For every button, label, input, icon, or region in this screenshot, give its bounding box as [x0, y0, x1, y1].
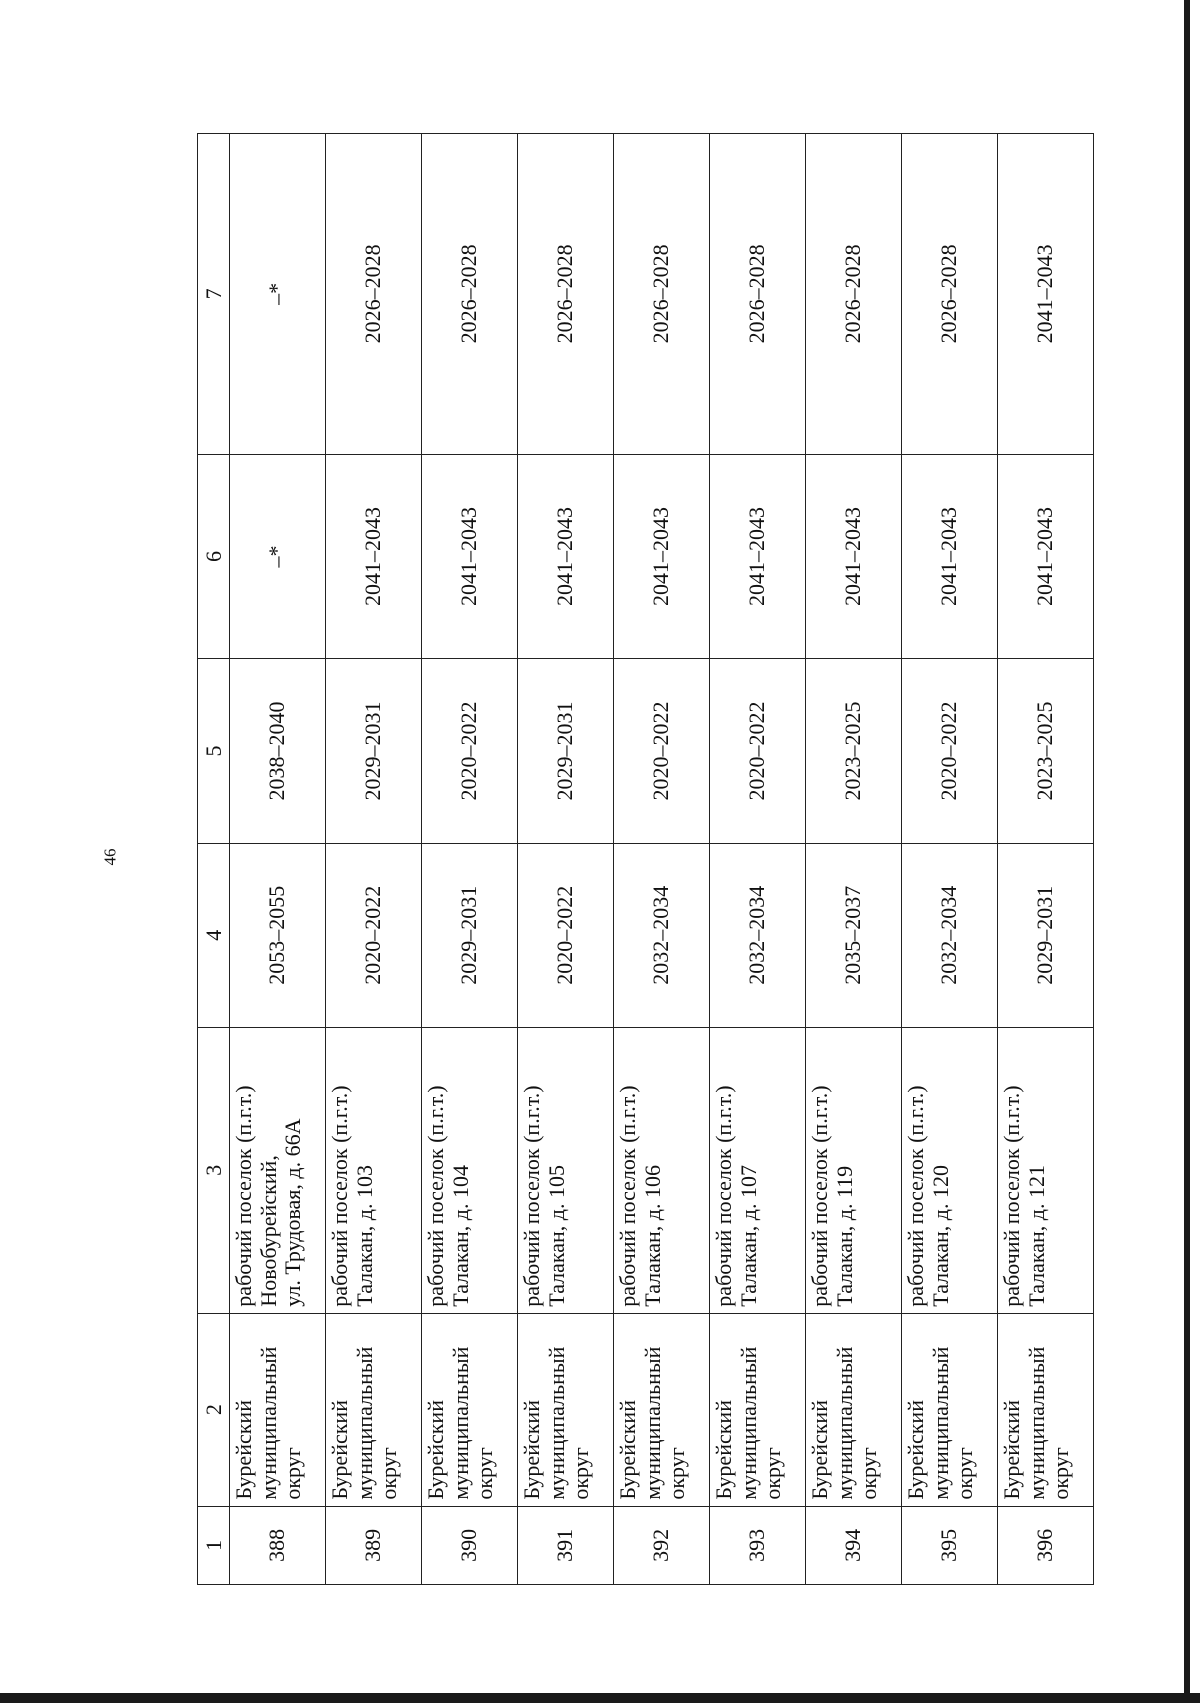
address-line: рабочий поселок (п.г.т.) [231, 1085, 256, 1307]
col-5-cell: 2029–2031 [326, 659, 422, 843]
row-number: 394 [806, 1506, 902, 1584]
table-row [326, 134, 422, 1585]
col-6-cell: 2041–2043 [326, 454, 422, 659]
district-line: Бурейский [999, 1400, 1024, 1500]
header-col-3: 3 [198, 1027, 230, 1313]
header-row [198, 134, 230, 1585]
row-number: 389 [326, 1506, 422, 1584]
address-cell [902, 1027, 998, 1313]
col-7-cell: 2026–2028 [518, 134, 614, 455]
address-line: Талакан, д. 105 [543, 1165, 569, 1307]
address-cell [614, 1027, 710, 1313]
header-col-4: 4 [198, 843, 230, 1027]
address-line: рабочий поселок (п.г.т.) [423, 1085, 448, 1307]
district-line: муниципальный [639, 1346, 665, 1500]
district-line: муниципальный [255, 1346, 281, 1500]
address-line: Талакан, д. 106 [639, 1165, 665, 1307]
col-7-cell: 2026–2028 [806, 134, 902, 455]
col-4-cell: 2035–2037 [806, 843, 902, 1027]
col-5-cell: 2023–2025 [806, 659, 902, 843]
col-6-cell: 2041–2043 [614, 454, 710, 659]
district-line: округ [568, 1447, 594, 1500]
header-col-1: 1 [198, 1506, 230, 1584]
col-6-cell: 2041–2043 [422, 454, 518, 659]
table-row [422, 134, 518, 1585]
address-line: Талакан, д. 104 [447, 1165, 473, 1307]
row-number: 396 [998, 1506, 1094, 1584]
col-4-cell: 2020–2022 [326, 843, 422, 1027]
schedule-table [197, 133, 1094, 1585]
col-5-cell: 2020–2022 [614, 659, 710, 843]
district-line: муниципальный [351, 1346, 377, 1500]
row-number: 392 [614, 1506, 710, 1584]
col-6-cell: 2041–2043 [998, 454, 1094, 659]
district-cell [614, 1313, 710, 1506]
district-line: Бурейский [231, 1400, 256, 1500]
district-line: Бурейский [423, 1400, 448, 1500]
district-line: Бурейский [327, 1400, 352, 1500]
district-cell [422, 1313, 518, 1506]
address-line: Талакан, д. 107 [735, 1165, 761, 1307]
district-line: округ [472, 1447, 498, 1500]
col-4-cell: 2032–2034 [902, 843, 998, 1027]
col-4-cell: 2029–2031 [422, 843, 518, 1027]
row-number: 388 [230, 1506, 326, 1584]
col-7-cell: 2026–2028 [326, 134, 422, 455]
col-4-cell: 2029–2031 [998, 843, 1094, 1027]
district-line: округ [376, 1447, 402, 1500]
page-number: 46 [100, 848, 120, 866]
district-line: округ [760, 1447, 786, 1500]
col-5-cell: 2020–2022 [422, 659, 518, 843]
address-cell [998, 1027, 1094, 1313]
district-line: округ [664, 1447, 690, 1500]
col-6-cell: –* [230, 454, 326, 659]
district-line: Бурейский [615, 1400, 640, 1500]
district-line: Бурейский [807, 1400, 832, 1500]
district-line: Бурейский [519, 1400, 544, 1500]
district-cell [998, 1313, 1094, 1506]
col-7-cell: 2026–2028 [710, 134, 806, 455]
district-cell [326, 1313, 422, 1506]
address-line: Талакан, д. 119 [831, 1165, 857, 1307]
row-number: 391 [518, 1506, 614, 1584]
col-6-cell: 2041–2043 [710, 454, 806, 659]
address-line: Талакан, д. 120 [927, 1165, 953, 1307]
col-7-cell: 2026–2028 [422, 134, 518, 455]
address-line: ул. Трудовая, д. 66А [280, 1118, 306, 1307]
address-cell [230, 1027, 326, 1313]
address-line: рабочий поселок (п.г.т.) [903, 1085, 928, 1307]
address-line: рабочий поселок (п.г.т.) [711, 1085, 736, 1307]
district-line: муниципальный [543, 1346, 569, 1500]
district-cell [710, 1313, 806, 1506]
address-cell [422, 1027, 518, 1313]
col-7-cell: 2041–2043 [998, 134, 1094, 455]
row-number: 393 [710, 1506, 806, 1584]
table-row [230, 134, 326, 1585]
table-row [998, 134, 1094, 1585]
address-cell [710, 1027, 806, 1313]
col-5-cell: 2020–2022 [902, 659, 998, 843]
district-line: округ [280, 1447, 306, 1500]
row-number: 395 [902, 1506, 998, 1584]
district-line: Бурейский [711, 1400, 736, 1500]
col-5-cell: 2023–2025 [998, 659, 1094, 843]
header-col-7: 7 [198, 134, 230, 455]
address-cell [806, 1027, 902, 1313]
district-line: округ [856, 1447, 882, 1500]
col-7-cell: 2026–2028 [614, 134, 710, 455]
address-line: Новобурейский, [255, 1155, 281, 1307]
col-4-cell: 2020–2022 [518, 843, 614, 1027]
table-row [806, 134, 902, 1585]
col-6-cell: 2041–2043 [806, 454, 902, 659]
table-row [518, 134, 614, 1585]
district-line: округ [1048, 1447, 1074, 1500]
address-cell [326, 1027, 422, 1313]
header-col-5: 5 [198, 659, 230, 843]
district-cell [518, 1313, 614, 1506]
address-line: Талакан, д. 103 [351, 1165, 377, 1307]
col-5-cell: 2020–2022 [710, 659, 806, 843]
scan-edge-right [1184, 0, 1190, 1703]
header-col-2: 2 [198, 1313, 230, 1506]
address-line: рабочий поселок (п.г.т.) [327, 1085, 352, 1307]
address-line: Талакан, д. 121 [1023, 1165, 1049, 1307]
address-line: рабочий поселок (п.г.т.) [615, 1085, 640, 1307]
address-line: рабочий поселок (п.г.т.) [519, 1085, 544, 1307]
col-7-cell: 2026–2028 [902, 134, 998, 455]
district-line: муниципальный [831, 1346, 857, 1500]
district-cell [230, 1313, 326, 1506]
table-row [614, 134, 710, 1585]
rotated-table-container [197, 133, 1093, 1585]
district-line: муниципальный [1023, 1346, 1049, 1500]
scan-edge-bottom [0, 1693, 1200, 1703]
address-line: рабочий поселок (п.г.т.) [807, 1085, 832, 1307]
col-6-cell: 2041–2043 [518, 454, 614, 659]
row-number: 390 [422, 1506, 518, 1584]
col-4-cell: 2053–2055 [230, 843, 326, 1027]
col-7-cell: –* [230, 134, 326, 455]
col-4-cell: 2032–2034 [614, 843, 710, 1027]
address-cell [518, 1027, 614, 1313]
district-line: Бурейский [903, 1400, 928, 1500]
district-line: округ [952, 1447, 978, 1500]
address-line: рабочий поселок (п.г.т.) [999, 1085, 1024, 1307]
col-6-cell: 2041–2043 [902, 454, 998, 659]
header-col-6: 6 [198, 454, 230, 659]
district-cell [806, 1313, 902, 1506]
col-4-cell: 2032–2034 [710, 843, 806, 1027]
district-line: муниципальный [927, 1346, 953, 1500]
table-row [710, 134, 806, 1585]
col-5-cell: 2029–2031 [518, 659, 614, 843]
district-line: муниципальный [735, 1346, 761, 1500]
table-row [902, 134, 998, 1585]
col-5-cell: 2038–2040 [230, 659, 326, 843]
district-line: муниципальный [447, 1346, 473, 1500]
district-cell [902, 1313, 998, 1506]
